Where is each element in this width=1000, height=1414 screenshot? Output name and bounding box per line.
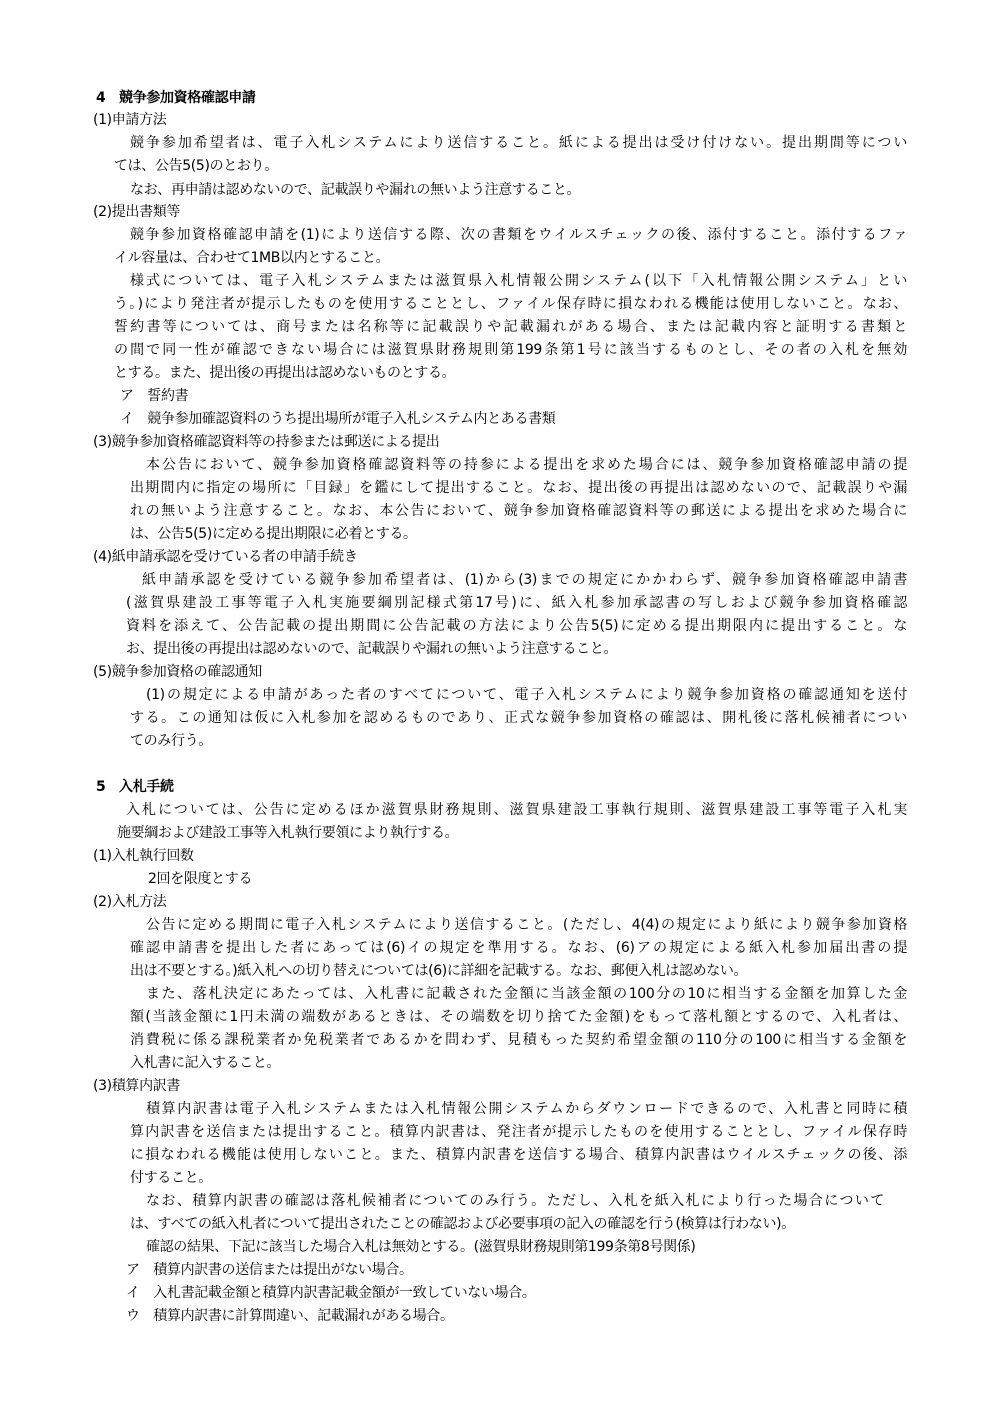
sec4-4-p1-line2: (滋賀県建設工事等電子入札実施要綱別記様式第17号)に、紙入札参加承認書の写しおよび競争参加資格確認 — [126, 595, 907, 611]
sec5-3-p3: 確認の結果、下記に該当した場合入札は無効とする。(滋賀県財務規則第199条第8号関係) — [146, 1239, 696, 1255]
sec4-3-p1-line2: 出期間内に指定の場所に「目録」を鑑にして提出すること。なお、提出後の再提出は認めないので、記載誤りや漏 — [130, 480, 907, 496]
sec5-intro-line1: 入札については、公告に定めるほか滋賀県財務規則、滋賀県建設工事執行規則、滋賀県建設工事等電子入札実 — [126, 802, 907, 818]
sec4-2-p2-line2: う。)により発注者が提示したものを使用することとし、ファイル保存時に損なわれる機能は使用しないこと。なお、 — [114, 296, 907, 312]
sec4-4-p1-line4: お、提出後の再提出は認めないので、記載誤りや漏れの無いよう注意すること。 — [126, 641, 618, 657]
sec4-2-title: (2)提出書類等 — [93, 204, 181, 220]
sec5-2-p2-line4: 入札書に記入すること。 — [130, 1055, 281, 1071]
sec4-5-p1-line3: てのみ行う。 — [130, 733, 212, 749]
sec5-3-p1-line1: 積算内訳書は電子入札システムまたは入札情報公開システムからダウンロードできるので、入札書と同時に積 — [146, 1101, 907, 1117]
sec4-2-item-a: ア 誓約書 — [120, 388, 189, 404]
sec5-2-p1-line1: 公告に定める期間に電子入札システムにより送信すること。(ただし、4(4)の規定により紙により競争参加資格 — [146, 917, 907, 933]
sec4-2-p1-line2: イル容量は、合わせて1MB以内とすること。 — [114, 250, 390, 266]
sec5-3-title: (3)積算内訳書 — [93, 1078, 181, 1094]
sec4-4-title: (4)紙申請承認を受けている者の申請手続き — [93, 549, 358, 565]
sec5-2-p2-line3: 消費税に係る課税業者か免税業者であるかを問わず、見積もった契約希望金額の110分の100に相当する金額を — [130, 1032, 907, 1048]
sec4-2-p2-line1: 様式については、電子入札システムまたは滋賀県入札情報公開システム(以下「入札情報公開システム」とい — [130, 273, 907, 289]
sec5-3-p2-line1: なお、積算内訳書の確認は落札候補者についてのみ行う。ただし、入札を紙入札により行った場合について — [146, 1193, 884, 1209]
sec4-5-p1-line2: する。この通知は仮に入札参加を認めるものであり、正式な競争参加資格の確認は、開札後に落札候補者につい — [130, 710, 907, 726]
sec5-1-title: (1)入札執行回数 — [93, 848, 194, 864]
sec4-1-p1-line2: ては、公告5(5)のとおり。 — [114, 158, 278, 174]
sec4-1-title: (1)申請方法 — [93, 112, 167, 128]
sec4-4-p1-line1: 紙申請承認を受けている競争参加希望者は、(1)から(3)までの規定にかかわらず、競争参加資格確認申請書 — [142, 572, 907, 588]
sec5-2-p2-line1: また、落札決定にあたっては、入札書に記載された金額に当該金額の100分の10に相当する金額を加算した金 — [146, 986, 907, 1002]
sec5-1-body: 2回を限度とする — [148, 871, 253, 887]
sec4-3-p1-line4: は、公告5(5)に定める提出期限に必着とする。 — [130, 526, 417, 542]
sec4-2-p2-line5: とする。また、提出後の再提出は認めないものとする。 — [114, 365, 456, 381]
sec4-3-p1-line1: 本公告において、競争参加資格確認資料等の持参による提出を求めた場合には、競争参加資格確認申請の提 — [146, 457, 907, 473]
sec5-intro-line2: 施要綱および建設工事等入札執行要領により執行する。 — [117, 825, 459, 841]
sec4-2-p2-line4: の間で同一性が確認できない場合には滋賀県財務規則第199条第1号に該当するものとし、その者の入札を無効 — [114, 342, 907, 358]
sec4-1-p1-line1: 競争参加希望者は、電子入札システムにより送信すること。紙による提出は受け付けない。提出期間等につい — [130, 135, 907, 151]
sec4-3-p1-line3: れの無いよう注意すること。なお、本公告において、競争参加資格確認資料等の郵送による提出を求めた場合に — [130, 503, 907, 519]
sec5-3-p1-line2: 算内訳書を送信または提出すること。積算内訳書は、発注者が提示したものを使用することとし、ファイル保存時 — [130, 1124, 907, 1140]
sec5-3-p1-line3: に損なわれる機能は使用しないこと。また、積算内訳書を送信する場合、積算内訳書はウイルスチェックの後、添 — [130, 1147, 907, 1163]
sec4-2-item-i: イ 競争参加確認資料のうち提出場所が電子入札システム内とある書類 — [120, 411, 556, 427]
sec5-3-p1-line4: 付すること。 — [130, 1170, 212, 1186]
sec5-2-p1-line2: 確認申請書を提出した者にあっては(6)イの規定を準用する。なお、(6)アの規定による紙入札参加届出書の提 — [130, 940, 907, 956]
sec4-2-p2-line3: 誓約書等については、商号または名称等に記載誤りや記載漏れがある場合、または記載内容と証明する書類と — [114, 319, 907, 335]
sec4-5-title: (5)競争参加資格の確認通知 — [93, 664, 262, 680]
sec5-3-item-u: ウ 積算内訳書に計算間違い、記載漏れがある場合。 — [126, 1308, 454, 1324]
sec5-3-p2-line2: は、すべての紙入札者について提出されたことの確認および必要事項の記入の確認を行う(検算は行わない)。 — [130, 1216, 795, 1232]
sec5-2-p1-line3: 出は不要とする。)紙入札への切り替えについては(6)に詳細を記載する。なお、郵便入札は認めない。 — [130, 963, 748, 979]
sec4-3-title: (3)競争参加資格確認資料等の持参または郵送による提出 — [93, 434, 440, 450]
sec4-1-p2: なお、再申請は認めないので、記載誤りや漏れの無いよう注意すること。 — [130, 182, 581, 198]
sec5-2-p2-line2: 額(当該金額に1円未満の端数があるときは、その端数を切り捨てた金額)をもって落札額とするので、入札者は、 — [130, 1009, 907, 1025]
sec5-3-item-i: イ 入札書記載金額と積算内訳書記載金額が一致していない場合。 — [126, 1285, 536, 1301]
section-5-heading: 5 入札手続 — [96, 779, 174, 795]
sec5-2-title: (2)入札方法 — [93, 894, 167, 910]
sec5-3-item-a: ア 積算内訳書の送信または提出がない場合。 — [126, 1262, 413, 1278]
sec4-2-p1-line1: 競争参加資格確認申請を(1)により送信する際、次の書類をウイルスチェックの後、添付すること。添付するファ — [130, 227, 907, 243]
sec4-4-p1-line3: 資料を添えて、公告記載の提出期間に公告記載の方法により公告5(5)に定める提出期限内に提出すること。な — [126, 618, 907, 634]
section-4-heading: 4 競争参加資格確認申請 — [96, 90, 256, 106]
sec4-5-p1-line1: (1)の規定による申請があった者のすべてについて、電子入札システムにより競争参加資格の確認通知を送付 — [146, 687, 907, 703]
